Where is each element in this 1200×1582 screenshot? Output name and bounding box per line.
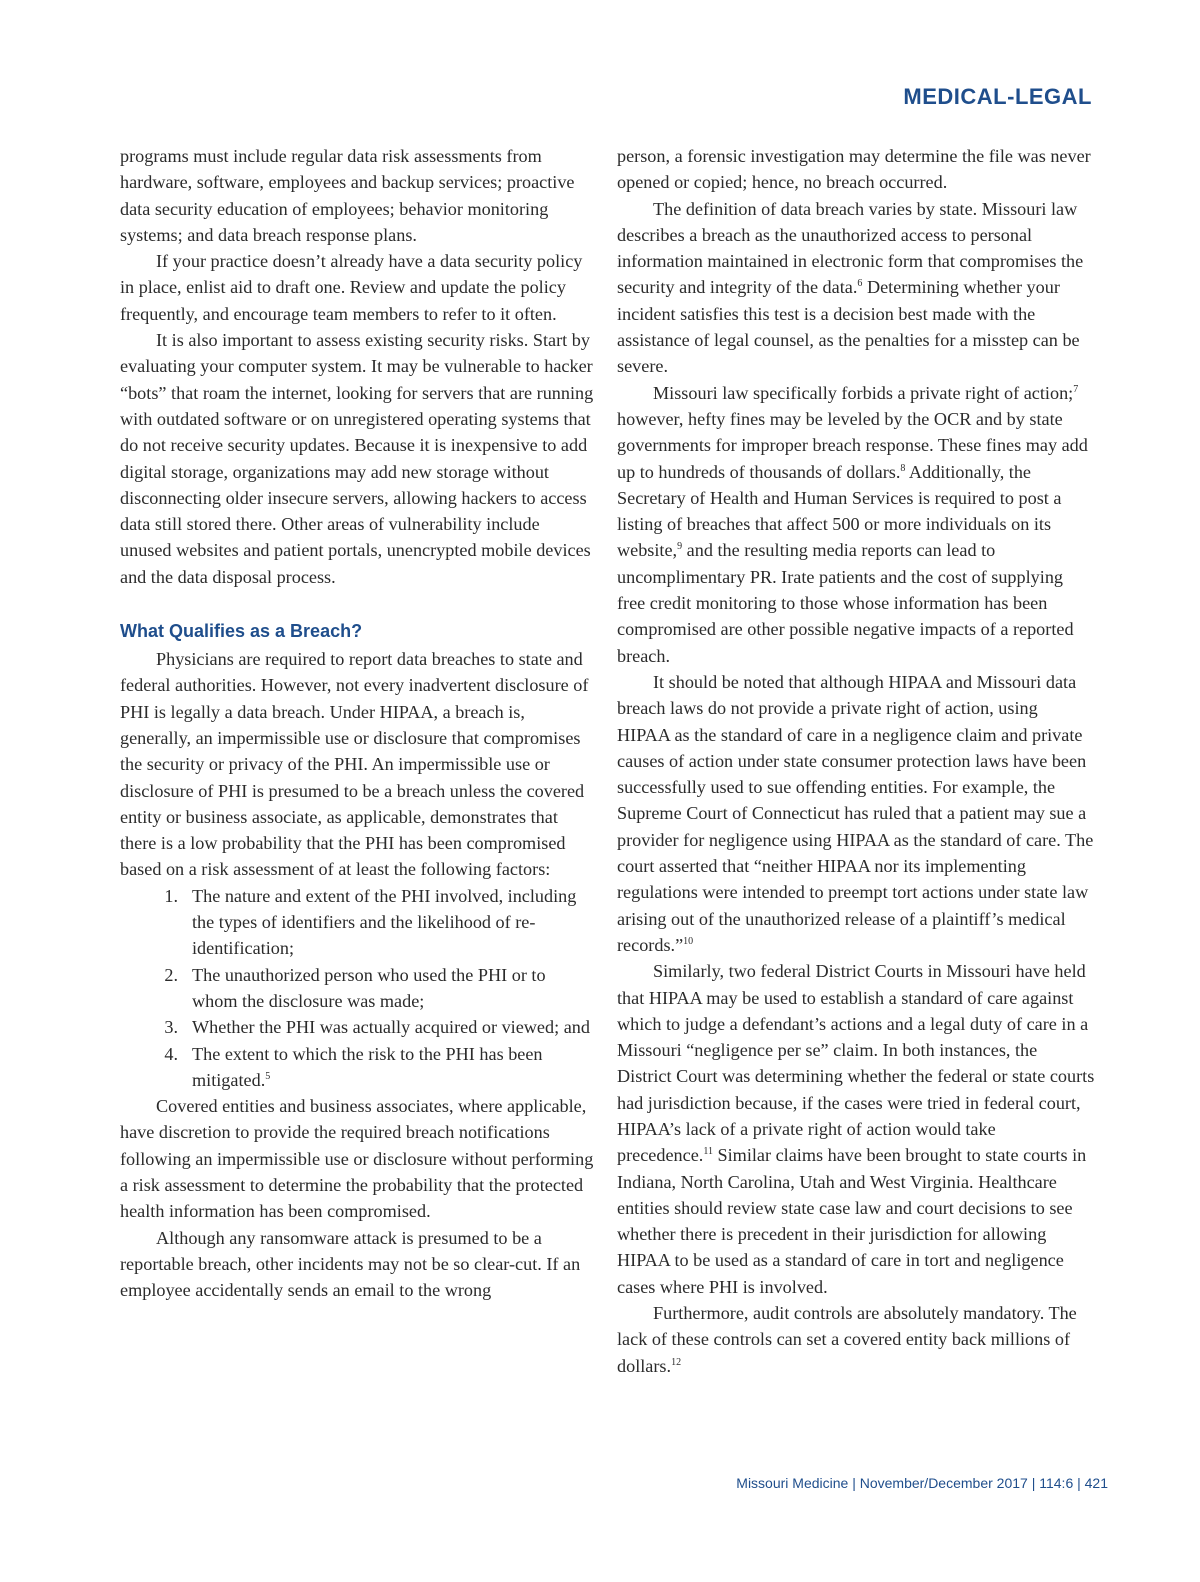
paragraph: person, a forensic investigation may determine the file was never opened or copied; hence, no breach occurred. [617,146,1091,193]
text-run: Similarly, two federal District Courts in Missouri have held that HIPAA may be used to establish a standard of care against which to judge a defendant’s actions and a legal duty of care in a Missouri “negligence per se” claim. In both instances, the District Court was determining whether the federal or state courts had jurisdiction because, if the cases were tried in federal court, HIPAA’s lack of a private right of action would take precedence. [617,961,1095,1166]
paragraph [617,958,1095,1300]
list-item [120,1041,595,1094]
paragraph: It is also important to assess existing security risks. Start by evaluating your computer system. It may be vulnerable to hacker “bots” that roam the internet, looking for servers that are running with outdated software or on unregistered operating systems that do not receive security updates. Because it is inexpensive to add digital storage, organizations may add new storage without disconnecting older insecure servers, allowing hackers to access data still stored there. Other areas of vulnerability include unused websites and patient portals, unencrypted mobile devices and the data disposal process. [120,330,594,587]
risk-factor-list [120,883,595,1093]
paragraph [617,196,1095,380]
list-item-text: The nature and extent of the PHI involved, including the types of identifiers and the likelihood of re-identification; [192,885,577,959]
section-label: MEDICAL-LEGAL [903,84,1092,109]
paragraph: If your practice doesn’t already have a data security policy in place, enlist aid to draft one. Review and update the policy frequently, and encourage team members to refer to it often. [120,251,583,324]
paragraph: programs must include regular data risk assessments from hardware, software, employees and backup services; proactive data security education of employees; behavior monitoring systems; and data breach response plans. [120,146,575,245]
text-run: Determining whether your incident satisfies this test is a decision best made with the assistance of legal counsel, as the penalties for a misstep can be severe. [617,277,1080,377]
footnote-ref: 7 [1073,383,1079,395]
list-number: 2. [164,964,178,985]
list-item [120,1014,595,1040]
page-footer: Missouri Medicine | November/December 2017 | 114:6 | 421 [736,1475,1108,1491]
paragraph [617,380,1095,669]
text-run: however, hefty fines may be leveled by the OCR and by state governments for improper breach response. These fines may add up to hundreds of thousands of dollars. [617,408,1088,482]
paragraph: Although any ransomware attack is presumed to be a reportable breach, other incidents may not be so clear-cut. If an employee accidentally sends an email to the wrong [120,1227,581,1301]
left-column [120,143,595,1303]
list-item-text: Whether the PHI was actually acquired or viewed; and [192,1017,590,1038]
list-number: 3. [164,1017,178,1038]
text-run: Similar claims have been brought to state courts in Indiana, North Carolina, Utah and West Virginia. Healthcare entities should review state case law and court decisions to see whether there is precedent in their jurisdiction for allowing HIPAA to be used as a standard of care in tort and negligence cases where PHI is involved. [617,1145,1087,1297]
paragraph [617,1300,1095,1379]
text-run: Furthermore, audit controls are absolutely mandatory. The lack of these controls can set a covered entity back millions of dollars. [617,1303,1077,1376]
footnote-ref: 8 [900,462,906,474]
footnote-ref: 9 [677,541,683,553]
list-item-text [192,1041,595,1094]
subheading-breach: What Qualifies as a Breach? [120,621,363,642]
list-item [120,962,595,1015]
footnote-ref: 12 [671,1356,682,1368]
list-item [120,883,595,962]
text-run: Missouri law specifically forbids a private right of action; [653,382,1074,403]
footnote-ref: 6 [857,278,863,290]
text-run: and the resulting media reports can lead to uncomplimentary PR. Irate patients and the cost of supplying free credit monitoring to those whose information has been compromised are other possible negative impacts of a reported breach. [617,540,1074,666]
footnote-ref: 10 [683,935,694,947]
list-item-text: The unauthorized person who used the PHI or to whom the disclosure was made; [192,964,546,1011]
paragraph [617,669,1095,958]
list-number: 1. [164,885,178,906]
right-column [617,143,1095,1379]
text-run: The definition of data breach varies by state. Missouri law describes a breach as the unauthorized access to personal information maintained in electronic form that compromises the security and integrity of the data. [617,198,1084,298]
footnote-ref: 11 [703,1146,713,1158]
text-run: Additionally, the Secretary of Health and Human Services is required to post a listing of breaches that affect 500 or more individuals on its website, [617,461,1062,561]
paragraph: Physicians are required to report data breaches to state and federal authorities. However, not every inadvertent disclosure of PHI is legally a data breach. Under HIPAA, a breach is, generally, an impermissible use or disclosure that compromises the security or privacy of the PHI. An impermissible use or disclosure of PHI is presumed to be a breach unless the covered entity or business associate, as applicable, demonstrates that there is a low probability that the PHI has been compromised based on a risk assessment of at least the following factors: [120,649,589,880]
footnote-ref: 5 [265,1070,271,1082]
text-run: It should be noted that although HIPAA and Missouri data breach laws do not provide a private right of action, using HIPAA as the standard of care in a negligence claim and private causes of action under state consumer protection laws have been successfully used to sue offending entities. For example, the Supreme Court of Connecticut has ruled that a patient may sue a provider for negligence using HIPAA as the standard of care. The court asserted that “neither HIPAA nor its implementing regulations were intended to preempt tort actions under state law arising out of the unauthorized release of a plaintiff’s medical records.” [617,671,1094,955]
list-number: 4. [164,1043,178,1064]
list-item-text: The extent to which the risk to the PHI has been mitigated. [192,1043,543,1090]
paragraph: Covered entities and business associates, where applicable, have discretion to provide the required breach notifications following an impermissible use or disclosure without performing a risk assessment to determine the probability that the protected health information has been compromised. [120,1096,594,1222]
